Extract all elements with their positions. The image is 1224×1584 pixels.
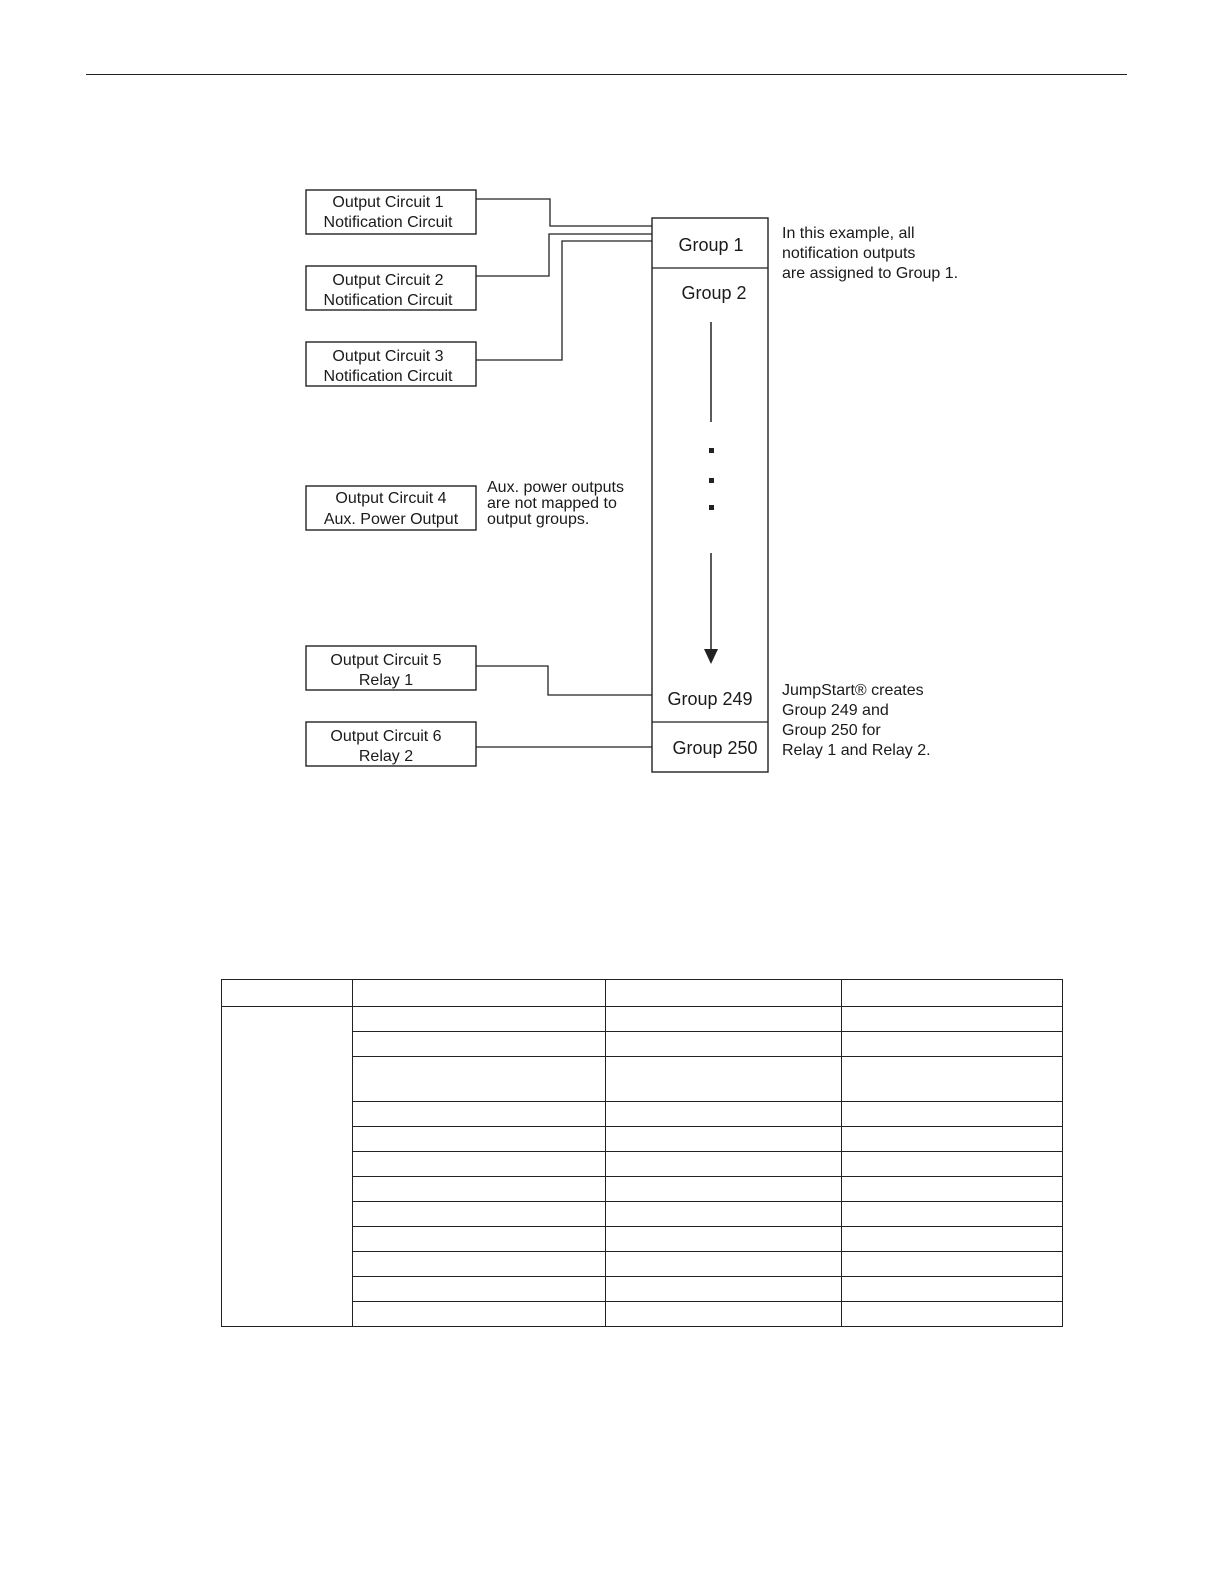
table-row bbox=[222, 1007, 1063, 1032]
group-2-label: Group 2 bbox=[681, 283, 747, 303]
table-cell bbox=[353, 1277, 606, 1302]
group-249-label: Group 249 bbox=[667, 689, 753, 709]
table-cell bbox=[842, 1202, 1063, 1227]
table-cell bbox=[353, 1302, 606, 1327]
table-cell bbox=[842, 1252, 1063, 1277]
table-cell bbox=[353, 1152, 606, 1177]
table-cell bbox=[353, 1102, 606, 1127]
output-group-column bbox=[652, 218, 768, 772]
table-cell bbox=[842, 1127, 1063, 1152]
group-1-label: Group 1 bbox=[678, 235, 744, 255]
table-cell bbox=[842, 1152, 1063, 1177]
table-cell bbox=[842, 1032, 1063, 1057]
table-cell bbox=[606, 1057, 842, 1102]
note-group-1-line-1: In this example, all bbox=[782, 225, 915, 242]
table-header-cell bbox=[222, 980, 353, 1007]
note-jumpstart-line-3: Group 250 for bbox=[782, 722, 881, 739]
output-circuit-1-title: Output Circuit 1 bbox=[332, 194, 444, 211]
connector-circuit-5-to-group-249 bbox=[476, 666, 652, 695]
table-cell bbox=[353, 1127, 606, 1152]
note-aux-line-2: are not mapped to bbox=[487, 495, 617, 512]
group-range-ellipsis: . . . bbox=[710, 477, 712, 478]
note-group-1 bbox=[782, 225, 958, 282]
group-250-label: Group 250 bbox=[672, 738, 758, 758]
output-circuit-2-title: Output Circuit 2 bbox=[332, 272, 444, 289]
ellipsis-dot bbox=[709, 505, 714, 510]
output-circuit-box-2 bbox=[306, 266, 476, 310]
note-group-1-line-2: notification outputs bbox=[782, 245, 916, 262]
ellipsis-dot bbox=[709, 448, 714, 453]
note-aux-line-3: output groups. bbox=[487, 511, 590, 528]
output-circuit-6-title: Output Circuit 6 bbox=[330, 728, 442, 745]
output-circuit-5-title: Output Circuit 5 bbox=[330, 652, 442, 669]
connector-circuit-2-to-group-1 bbox=[476, 234, 652, 276]
table-cell bbox=[606, 1277, 842, 1302]
connector-circuit-3-to-group-1 bbox=[476, 241, 652, 360]
table-cell bbox=[606, 1007, 842, 1032]
table-cell bbox=[606, 1252, 842, 1277]
group-assignment-table bbox=[221, 979, 1063, 1327]
table-cell bbox=[606, 1227, 842, 1252]
output-circuit-box-5 bbox=[306, 646, 476, 690]
empty-table bbox=[221, 979, 1062, 1327]
table-cell bbox=[842, 1177, 1063, 1202]
table-header-cell bbox=[606, 980, 842, 1007]
table-cell bbox=[842, 1057, 1063, 1102]
output-circuit-6-type: Relay 2 bbox=[358, 748, 414, 765]
table-cell bbox=[353, 1032, 606, 1057]
output-circuit-box-1 bbox=[306, 190, 476, 234]
note-group-1-line-3: are assigned to Group 1. bbox=[782, 265, 959, 282]
table-cell bbox=[606, 1102, 842, 1127]
table-cell bbox=[606, 1127, 842, 1152]
table-cell bbox=[606, 1302, 842, 1327]
table-cell bbox=[842, 1007, 1063, 1032]
output-circuit-5-type: Relay 1 bbox=[358, 672, 414, 689]
output-circuit-3-type: Notification Circuit bbox=[323, 368, 453, 385]
table-cell bbox=[353, 1252, 606, 1277]
table-cell bbox=[842, 1102, 1063, 1127]
note-jumpstart-line-2: Group 249 and bbox=[782, 702, 889, 719]
table-cell bbox=[606, 1177, 842, 1202]
connector-circuit-1-to-group-1 bbox=[476, 199, 652, 226]
table-merged-cell bbox=[222, 1007, 353, 1327]
table-cell bbox=[353, 1177, 606, 1202]
table-header-row bbox=[222, 980, 1063, 1007]
table-cell bbox=[353, 1202, 606, 1227]
ellipsis-dot bbox=[709, 478, 714, 483]
output-circuit-1-type: Notification Circuit bbox=[323, 214, 453, 231]
output-circuit-box-3 bbox=[306, 342, 476, 386]
note-jumpstart-line-1: JumpStart® creates bbox=[782, 682, 924, 699]
output-circuit-box-6 bbox=[306, 722, 476, 766]
output-circuit-2-type: Notification Circuit bbox=[323, 292, 453, 309]
table-cell bbox=[353, 1057, 606, 1102]
table-header-cell bbox=[842, 980, 1063, 1007]
note-aux-line-1: Aux. power outputs bbox=[487, 479, 624, 496]
output-circuit-3-title: Output Circuit 3 bbox=[332, 348, 444, 365]
table-cell bbox=[353, 1227, 606, 1252]
note-aux-power bbox=[487, 479, 624, 528]
table-cell bbox=[842, 1302, 1063, 1327]
table-cell bbox=[606, 1152, 842, 1177]
table-cell bbox=[842, 1277, 1063, 1302]
table-cell bbox=[606, 1202, 842, 1227]
table-cell bbox=[842, 1227, 1063, 1252]
output-circuit-4-type: Aux. Power Output bbox=[323, 511, 459, 528]
note-jumpstart-line-4: Relay 1 and Relay 2. bbox=[782, 742, 931, 759]
table-header-cell bbox=[353, 980, 606, 1007]
table-cell bbox=[606, 1032, 842, 1057]
table-cell bbox=[353, 1007, 606, 1032]
output-circuit-4-title: Output Circuit 4 bbox=[335, 490, 447, 507]
output-circuit-box-4 bbox=[306, 486, 476, 530]
note-jumpstart bbox=[782, 682, 931, 759]
